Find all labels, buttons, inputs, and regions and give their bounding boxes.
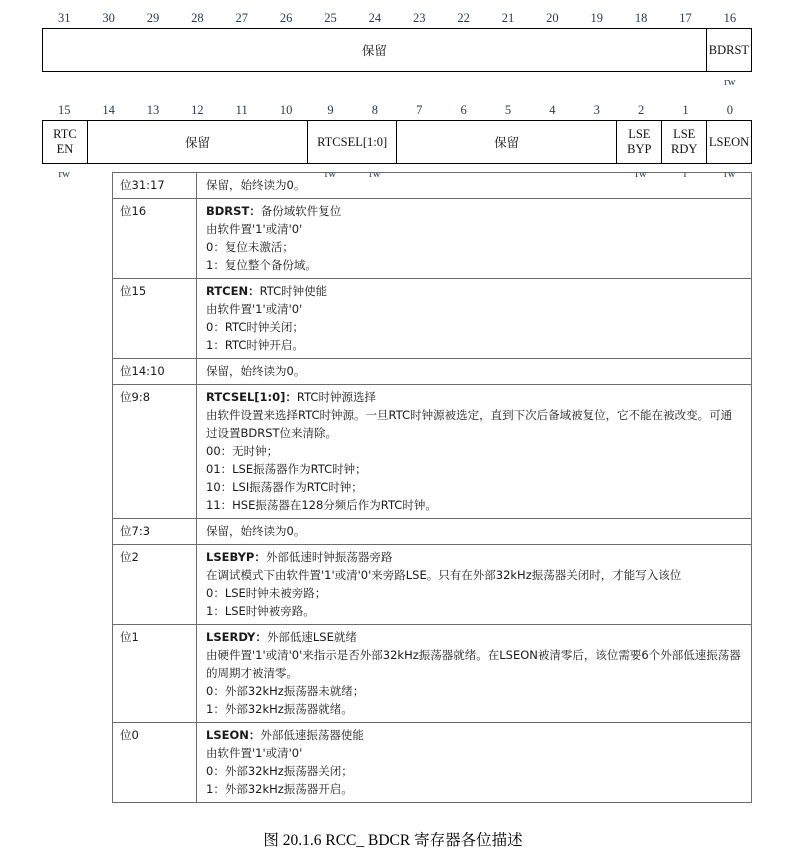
description-line	[206, 300, 741, 318]
bit-description-cell	[197, 519, 752, 545]
bit-number-14: 14	[102, 103, 115, 117]
description-line	[206, 176, 741, 194]
bit-description-cell	[197, 625, 752, 723]
description-text: 0：外部32kHz振荡器未就绪；	[206, 684, 365, 698]
access-row-upper	[42, 72, 752, 92]
description-text: 01：LSE振荡器作为RTC时钟；	[206, 462, 367, 476]
description-text: 1：LSE时钟被旁路。	[206, 604, 315, 618]
description-text: 00：无时钟；	[206, 444, 279, 458]
bit-field-label: RTC	[53, 127, 77, 141]
description-text: 由软件置'1'或清'0'	[206, 302, 303, 316]
bit-number-27: 27	[235, 11, 248, 25]
description-line	[206, 478, 741, 496]
bit-field-BDRST	[707, 29, 751, 71]
table-row	[113, 359, 752, 385]
description-text: 0：LSE时钟未被旁路；	[206, 586, 327, 600]
description-line	[206, 628, 741, 646]
description-line	[206, 496, 741, 514]
bit-number-24: 24	[368, 11, 382, 25]
bit-field-label: 保留	[361, 42, 387, 58]
bit-number-18: 18	[634, 11, 648, 25]
description-line	[206, 584, 741, 602]
bit-description-cell	[197, 279, 752, 359]
bit-description-cell	[197, 723, 752, 803]
bit-field-LSEBYP	[617, 121, 662, 163]
bit-number-1: 1	[682, 103, 689, 117]
bit-number-12: 12	[191, 103, 204, 117]
description-text: 1：外部32kHz振荡器开启。	[206, 782, 353, 796]
bit-number-16: 16	[723, 11, 737, 25]
register-bit-diagram	[42, 8, 752, 184]
table-row	[113, 625, 752, 723]
bit-range-cell: 位16	[113, 199, 197, 279]
bit-field-label: BYP	[627, 142, 652, 156]
description-line	[206, 780, 741, 798]
description-text: 0：RTC时钟关闭；	[206, 320, 304, 334]
description-text: 1：外部32kHz振荡器就绪。	[206, 702, 353, 716]
description-text: 备份域软件复位	[260, 204, 342, 218]
bit-description-cell	[197, 545, 752, 625]
bit-number-row-lower	[42, 100, 752, 120]
bit-field-label: RTCSEL[1:0]	[317, 134, 388, 149]
field-name: LSEBYP：	[206, 550, 266, 564]
field-name: LSERDY：	[206, 630, 267, 644]
bit-field-LSERDY	[662, 121, 707, 163]
table-row	[113, 385, 752, 519]
description-line	[206, 700, 741, 718]
description-line	[206, 362, 741, 380]
access-label-rw: rw	[324, 168, 337, 180]
description-text: 由软件置'1'或清'0'	[206, 222, 303, 236]
bit-number-5: 5	[504, 103, 512, 117]
access-label-rw: rw	[724, 76, 736, 88]
description-text: 在调试模式下由软件置'1'或清'0'来旁路LSE。只有在外部32kHz振荡器关闭时，才能写入该位	[206, 568, 682, 582]
description-line	[206, 388, 741, 406]
description-line	[206, 282, 741, 300]
bit-number-11: 11	[235, 103, 248, 117]
description-text: 由软件设置来选择RTC时钟源。一旦RTC时钟源被选定，直到下次后备域被复位，它不能在被改变。可通过设置BDRST位来清除。	[206, 408, 733, 440]
figure-caption: 图 20.1.6 RCC_ BDCR 寄存器各位描述	[263, 832, 523, 849]
description-text: 保留，始终读为0。	[206, 178, 306, 192]
description-line	[206, 548, 741, 566]
bit-number-25: 25	[324, 11, 337, 25]
bit-number-23: 23	[412, 11, 426, 25]
table-row	[113, 723, 752, 803]
description-line	[206, 726, 741, 744]
description-line	[206, 318, 741, 336]
bit-field-label: EN	[56, 142, 74, 156]
table-row	[113, 545, 752, 625]
bit-field-RTCEN	[43, 121, 88, 163]
bit-field-label: LSE	[628, 127, 651, 141]
description-text: 外部低速时钟振荡器旁路	[265, 550, 393, 564]
bit-field-label: BDRST	[708, 42, 750, 57]
description-text: 11：HSE振荡器在128分频后作为RTC时钟。	[206, 498, 437, 512]
description-line	[206, 646, 741, 682]
bit-field-RTCSEL[1:0]	[308, 121, 397, 163]
access-label-rw: rw	[58, 168, 70, 180]
description-text: 0：外部32kHz振荡器关闭；	[206, 764, 353, 778]
field-name: BDRST：	[206, 204, 261, 218]
description-text: 1：RTC时钟开启。	[206, 338, 304, 352]
table-row	[113, 519, 752, 545]
bit-number-6: 6	[460, 103, 467, 117]
description-line	[206, 442, 741, 460]
field-name: LSEON：	[206, 728, 261, 742]
access-label-rw: rw	[369, 168, 381, 180]
bit-field-label: 保留	[494, 134, 520, 150]
access-label-rw: rw	[724, 168, 736, 180]
bit-field-LSEON	[707, 121, 751, 163]
bit-number-21: 21	[501, 11, 515, 25]
bit-number-26: 26	[279, 11, 293, 25]
bit-number-0: 0	[726, 103, 733, 117]
bit-number-31: 31	[57, 11, 71, 25]
description-line	[206, 406, 741, 442]
bit-description-cell	[197, 173, 752, 199]
bit-range-cell: 位1	[113, 625, 197, 723]
description-line	[206, 220, 741, 238]
description-text: 保留，始终读为0。	[206, 524, 306, 538]
table-row	[113, 199, 752, 279]
access-label-rw: rw	[635, 168, 647, 180]
bit-number-4: 4	[549, 103, 556, 117]
bit-number-28: 28	[191, 11, 204, 25]
bit-number-15: 15	[57, 103, 71, 117]
description-line	[206, 682, 741, 700]
bit-number-19: 19	[590, 11, 603, 25]
bit-description-cell	[197, 385, 752, 519]
bit-number-20: 20	[546, 11, 559, 25]
description-line	[206, 602, 741, 620]
description-line	[206, 256, 741, 274]
field-name: RTCSEL[1:0]：	[206, 390, 297, 404]
bit-description-cell	[197, 199, 752, 279]
access-label-empty	[42, 72, 708, 92]
bit-range-cell: 位14:10	[113, 359, 197, 385]
field-name: RTCEN：	[206, 284, 260, 298]
description-text: 1：复位整个备份域。	[206, 258, 317, 272]
description-text: RTC时钟源选择	[296, 390, 376, 404]
description-text: 10：LSI振荡器作为RTC时钟；	[206, 480, 363, 494]
bit-field-row-lower	[42, 120, 752, 164]
row-spacer	[42, 92, 752, 100]
bit-range-cell: 位15	[113, 279, 197, 359]
bit-number-10: 10	[279, 103, 293, 117]
bit-number-7: 7	[416, 103, 423, 117]
bit-number-17: 17	[679, 11, 692, 25]
description-line	[206, 238, 741, 256]
bit-description-table	[112, 172, 752, 803]
description-line	[206, 522, 741, 540]
description-line	[206, 566, 741, 584]
access-label-r: r	[683, 168, 688, 180]
bit-number-13: 13	[146, 103, 160, 117]
bit-field-保留	[43, 29, 707, 71]
bit-number-22: 22	[457, 11, 470, 25]
bit-number-3: 3	[593, 103, 600, 117]
bit-number-2: 2	[637, 103, 645, 117]
description-line	[206, 460, 741, 478]
description-text: 外部低速振荡器使能	[260, 728, 364, 742]
bit-range-cell: 位31:17	[113, 173, 197, 199]
bit-field-保留	[397, 121, 617, 163]
bit-range-cell: 位9:8	[113, 385, 197, 519]
description-text: 0：复位未激活；	[206, 240, 294, 254]
bit-range-cell: 位7:3	[113, 519, 197, 545]
bit-range-cell: 位2	[113, 545, 197, 625]
bit-field-保留	[88, 121, 308, 163]
description-text: 由硬件置'1'或清'0'来指示是否外部32kHz振荡器就绪。在LSEON被清零后，该位需要6个外部低速振荡器的周期才被清零。	[206, 648, 741, 680]
description-text: 外部低速LSE就绪	[266, 630, 357, 644]
bit-field-label: LSE	[673, 127, 696, 141]
bit-field-label: LSEON	[708, 134, 750, 149]
bit-field-label: 保留	[185, 134, 211, 150]
description-line	[206, 744, 741, 762]
bit-number-30: 30	[102, 11, 115, 25]
table-row	[113, 279, 752, 359]
description-line	[206, 762, 741, 780]
table-row	[113, 173, 752, 199]
bit-number-8: 8	[371, 103, 378, 117]
bit-number-row-upper	[42, 8, 752, 28]
description-text: RTC时钟使能	[259, 284, 328, 298]
bit-field-row-upper	[42, 28, 752, 72]
bit-number-9: 9	[327, 103, 334, 117]
bit-range-cell: 位0	[113, 723, 197, 803]
bit-number-29: 29	[146, 11, 160, 25]
description-line	[206, 336, 741, 354]
bit-field-label: RDY	[670, 142, 698, 156]
description-line	[206, 202, 741, 220]
bit-description-cell	[197, 359, 752, 385]
description-text: 由软件置'1'或清'0'	[206, 746, 303, 760]
description-text: 保留，始终读为0。	[206, 364, 306, 378]
